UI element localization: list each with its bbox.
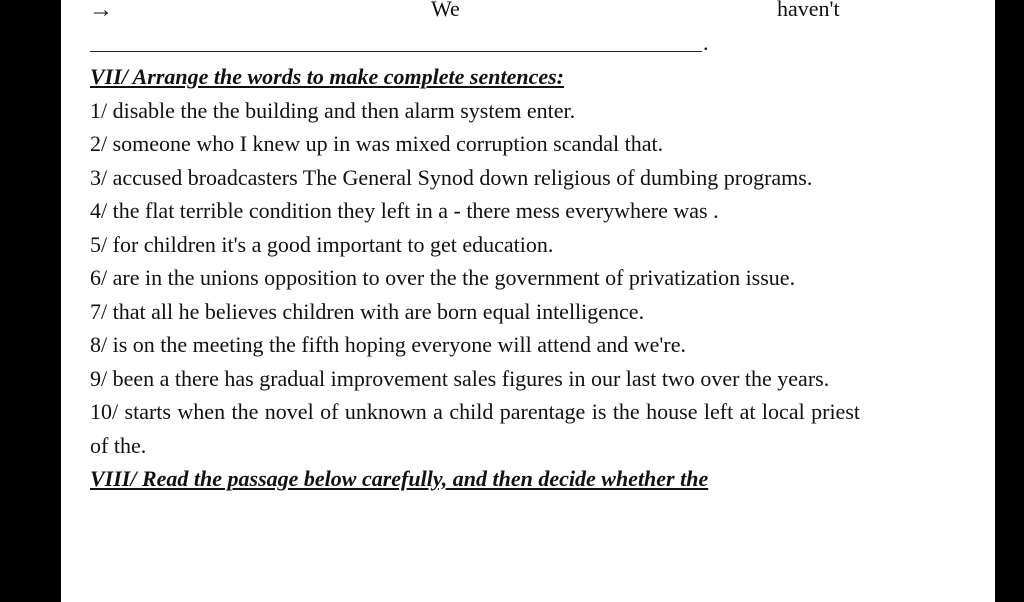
sentence-item-9: 9/ been a there has gradual improvement sales figures in our last two over the years. — [90, 365, 830, 391]
sentence-item-4: 4/ the flat terrible condition they left in a - there mess everywhere was . — [90, 198, 719, 223]
sentence-item-3: 3/ accused broadcasters The General Synod down religious of dumbing programs. — [90, 164, 813, 190]
sentence-item-1: 1/ disable the the building and then alarm system enter. — [90, 97, 576, 123]
answer-blank-period: . — [703, 30, 709, 55]
section-vii-heading: VII/ Arrange the words to make complete sentences: — [90, 64, 565, 89]
top-word-we: We — [431, 0, 460, 21]
arrow-icon: → — [89, 0, 113, 23]
sentence-item-5: 5/ for children it's a good important to get education. — [90, 231, 554, 257]
sentence-item-10: 10/ starts when the novel of unknown a child parentage is the house left at local priest of the. — [90, 399, 860, 458]
sentence-item-2: 2/ someone who I knew up in was mixed corruption scandal that. — [90, 131, 664, 156]
top-word-havent: haven't — [777, 0, 840, 21]
sentence-item-6: 6/ are in the unions opposition to over the the government of privatization issue. — [90, 265, 796, 290]
sentence-item-7: 7/ that all he believes children with are born equal intelligence. — [90, 298, 645, 324]
section-vii — [90, 60, 860, 496]
answer-blank-line — [90, 51, 702, 52]
top-answer-line — [61, 0, 995, 30]
worksheet-page — [61, 0, 995, 602]
section-viii-heading: VIII/ Read the passage below carefully, and then decide whether the — [90, 466, 709, 491]
sentence-item-8: 8/ is on the meeting the fifth hoping everyone will attend and we're. — [90, 332, 686, 357]
